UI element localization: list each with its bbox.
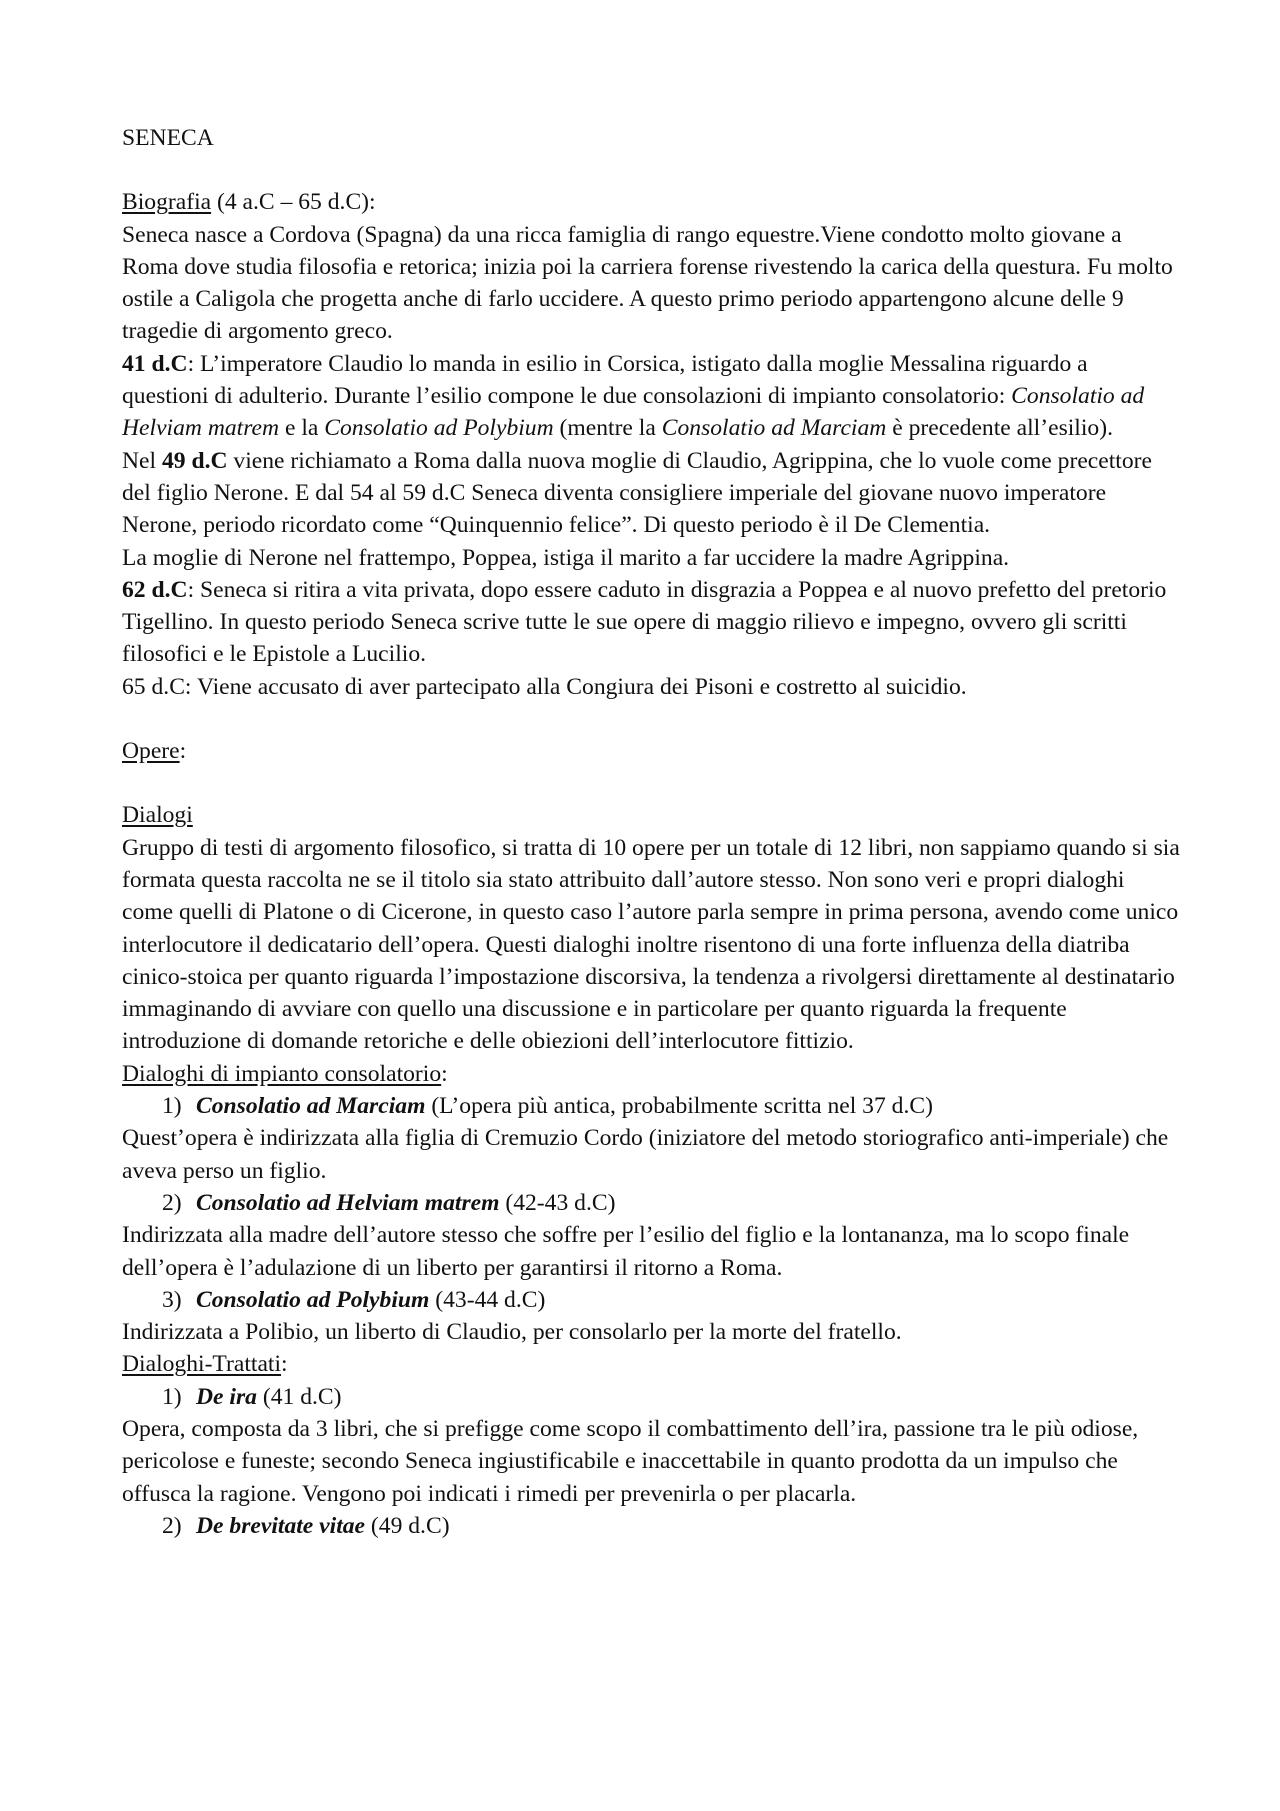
list-item-description: Indirizzata a Polibio, un liberto di Claudio, per consolarlo per la morte del fratello. [122, 1319, 902, 1346]
list-item-date: (41 d.C) [256, 1383, 342, 1410]
list-item-number: 3) [162, 1286, 182, 1313]
list-item-date: (42-43 d.C) [499, 1189, 616, 1216]
list-item-number: 1) [162, 1383, 182, 1410]
bio-p5-text: : Seneca si ritira a vita privata, dopo essere caduto in disgrazia a Poppea e al nuovo prefetto del pretorio Tigellino. In questo periodo Seneca scrive tutte le sue opere di maggio rilievo e impegno, ovvero gli scritti filosofici e le Epistole a Lucilio. [122, 576, 1167, 668]
list-item [122, 1090, 1180, 1122]
document-title: SENECA [122, 125, 214, 151]
list-item-date: (43-44 d.C) [429, 1286, 546, 1313]
trattati-heading-label: Dialoghi-Trattati [122, 1351, 282, 1378]
biography-paragraph-3 [122, 445, 1180, 542]
dialogi-heading: Dialogi [122, 802, 193, 829]
consolatorio-heading-colon: : [441, 1060, 448, 1087]
bio-p2-text-a: : L’imperatore Claudio lo manda in esilio in Corsica, istigato dalla moglie Messalina riguardo a questioni di adulterio. Durante l’esilio compone le due consolazioni di impianto consolatorio: [122, 350, 1088, 410]
work-title-helviam: Consolatio ad Helviam matrem [122, 383, 1145, 442]
date-41: 41 d.C [122, 350, 188, 377]
works-heading-label: Opere [122, 738, 180, 765]
list-item [122, 1381, 1180, 1413]
biography-paragraph-2 [122, 348, 1180, 445]
trattati-list [122, 1381, 1180, 1542]
list-item-date: (49 d.C) [365, 1512, 450, 1539]
list-item [122, 1187, 1180, 1219]
list-item-number: 2) [162, 1512, 182, 1539]
bio-p2-text-b: e la [279, 415, 325, 442]
list-item-title: De ira [196, 1383, 257, 1410]
list-item-title: Consolatio ad Marciam [196, 1093, 426, 1120]
trattati-heading [122, 1348, 1180, 1380]
list-item-date: (L’opera più antica, probabilmente scritta nel 37 d.C) [425, 1093, 933, 1120]
biography-paragraph-6: 65 d.C: Viene accusato di aver partecipato alla Congiura dei Pisoni e costretto al suicidio. [122, 673, 967, 700]
biography-paragraph-4: La moglie di Nerone nel frattempo, Poppea, istiga il marito a far uccidere la madre Agrippina. [122, 544, 1010, 571]
list-item-title: Consolatio ad Helviam matrem [196, 1189, 500, 1216]
dialogi-paragraph: Gruppo di testi di argomento filosofico, si tratta di 10 opere per un totale di 12 libri, non sappiamo quando si sia formata questa raccolta ne se il titolo sia stato attribuito dall’autore stesso. Non sono veri e propri dialoghi come quelli di Platone o di Cicerone, in questo caso l’autore parla sempre in prima persona, avendo come unico interlocutore il dedicatario dell’opera. Questi dialoghi inoltre risentono di una forte influenza della diatriba cinico-stoica per quanto riguarda l’impostazione discorsiva, la tendenza a rivolgersi direttamente al destinatario immaginando di avviare con quello una discussione e in particolare per quanto riguarda la frequente introduzione di domande retoriche e delle obiezioni dell’interlocutore fittizio. [122, 834, 1180, 1055]
list-item-description: Quest’opera è indirizzata alla figlia di Cremuzio Cordo (iniziatore del metodo storiografico anti-imperiale) che aveva perso un figlio. [122, 1125, 1169, 1184]
date-49: 49 d.C [161, 447, 228, 474]
bio-p3-text-b: viene richiamato a Roma dalla nuova moglie di Claudio, Agrippina, che lo vuole come precettore del figlio Nerone. E dal 54 al 59 d.C Seneca diventa consigliere imperiale del giovane nuovo imperatore Nerone, periodo ricordato come “Quinquennio felice”. Di questo periodo è il De Clementia. [122, 447, 1152, 539]
list-item-description: Indirizzata alla madre dell’autore stesso che soffre per l’esilio del figlio e la lontananza, ma lo scopo finale dell’opera è l’adulazione di un liberto per garantirsi il ritorno a Roma. [122, 1222, 1130, 1281]
list-item-title: Consolatio ad Polybium [196, 1286, 430, 1313]
date-62: 62 d.C [122, 576, 188, 603]
bio-p3-text-a: Nel [122, 447, 162, 474]
biography-heading-label: Biografia [122, 189, 212, 216]
biography-heading-dates: (4 a.C – 65 d.C): [211, 189, 376, 216]
list-item-title: De brevitate vitae [196, 1512, 366, 1539]
bio-p2-text-c: (mentre la [553, 415, 662, 442]
work-title-marciam: Consolatio ad Marciam [661, 415, 887, 442]
consolatorio-heading-label: Dialoghi di impianto consolatorio [122, 1060, 442, 1087]
trattati-heading-colon: : [281, 1351, 288, 1378]
list-item-number: 1) [162, 1093, 182, 1120]
list-item-number: 2) [162, 1189, 182, 1216]
works-heading-colon: : [179, 738, 187, 765]
biography-heading [122, 186, 1180, 218]
spacer [122, 703, 1180, 735]
biography-paragraph-1: Seneca nasce a Cordova (Spagna) da una ricca famiglia di rango equestre.Viene condotto molto giovane a Roma dove studia filosofia e retorica; inizia poi la carriera forense rivestendo la carica della questura. Fu molto ostile a Caligola che progetta anche di farlo uccidere. A questo primo periodo appartengono alcune delle 9 tragedie di argomento greco. [122, 221, 1173, 345]
spacer [122, 767, 1180, 799]
consolatorio-list [122, 1090, 1180, 1348]
biography-paragraph-5 [122, 574, 1180, 671]
list-item [122, 1284, 1180, 1316]
works-heading [122, 735, 1180, 767]
bio-p2-text-d: è precedente all’esilio). [886, 415, 1113, 442]
list-item-description: Opera, composta da 3 libri, che si prefigge come scopo il combattimento dell’ira, passione tra le più odiose, pericolose e funeste; secondo Seneca ingiustificabile e inaccettabile in quanto prodotta da un impulso che offusca la ragione. Vengono poi indicati i rimedi per prevenirla o per placarla. [122, 1415, 1139, 1507]
list-item [122, 1510, 1180, 1542]
work-title-polybium: Consolatio ad Polybium [324, 415, 554, 442]
consolatorio-heading [122, 1058, 1180, 1090]
